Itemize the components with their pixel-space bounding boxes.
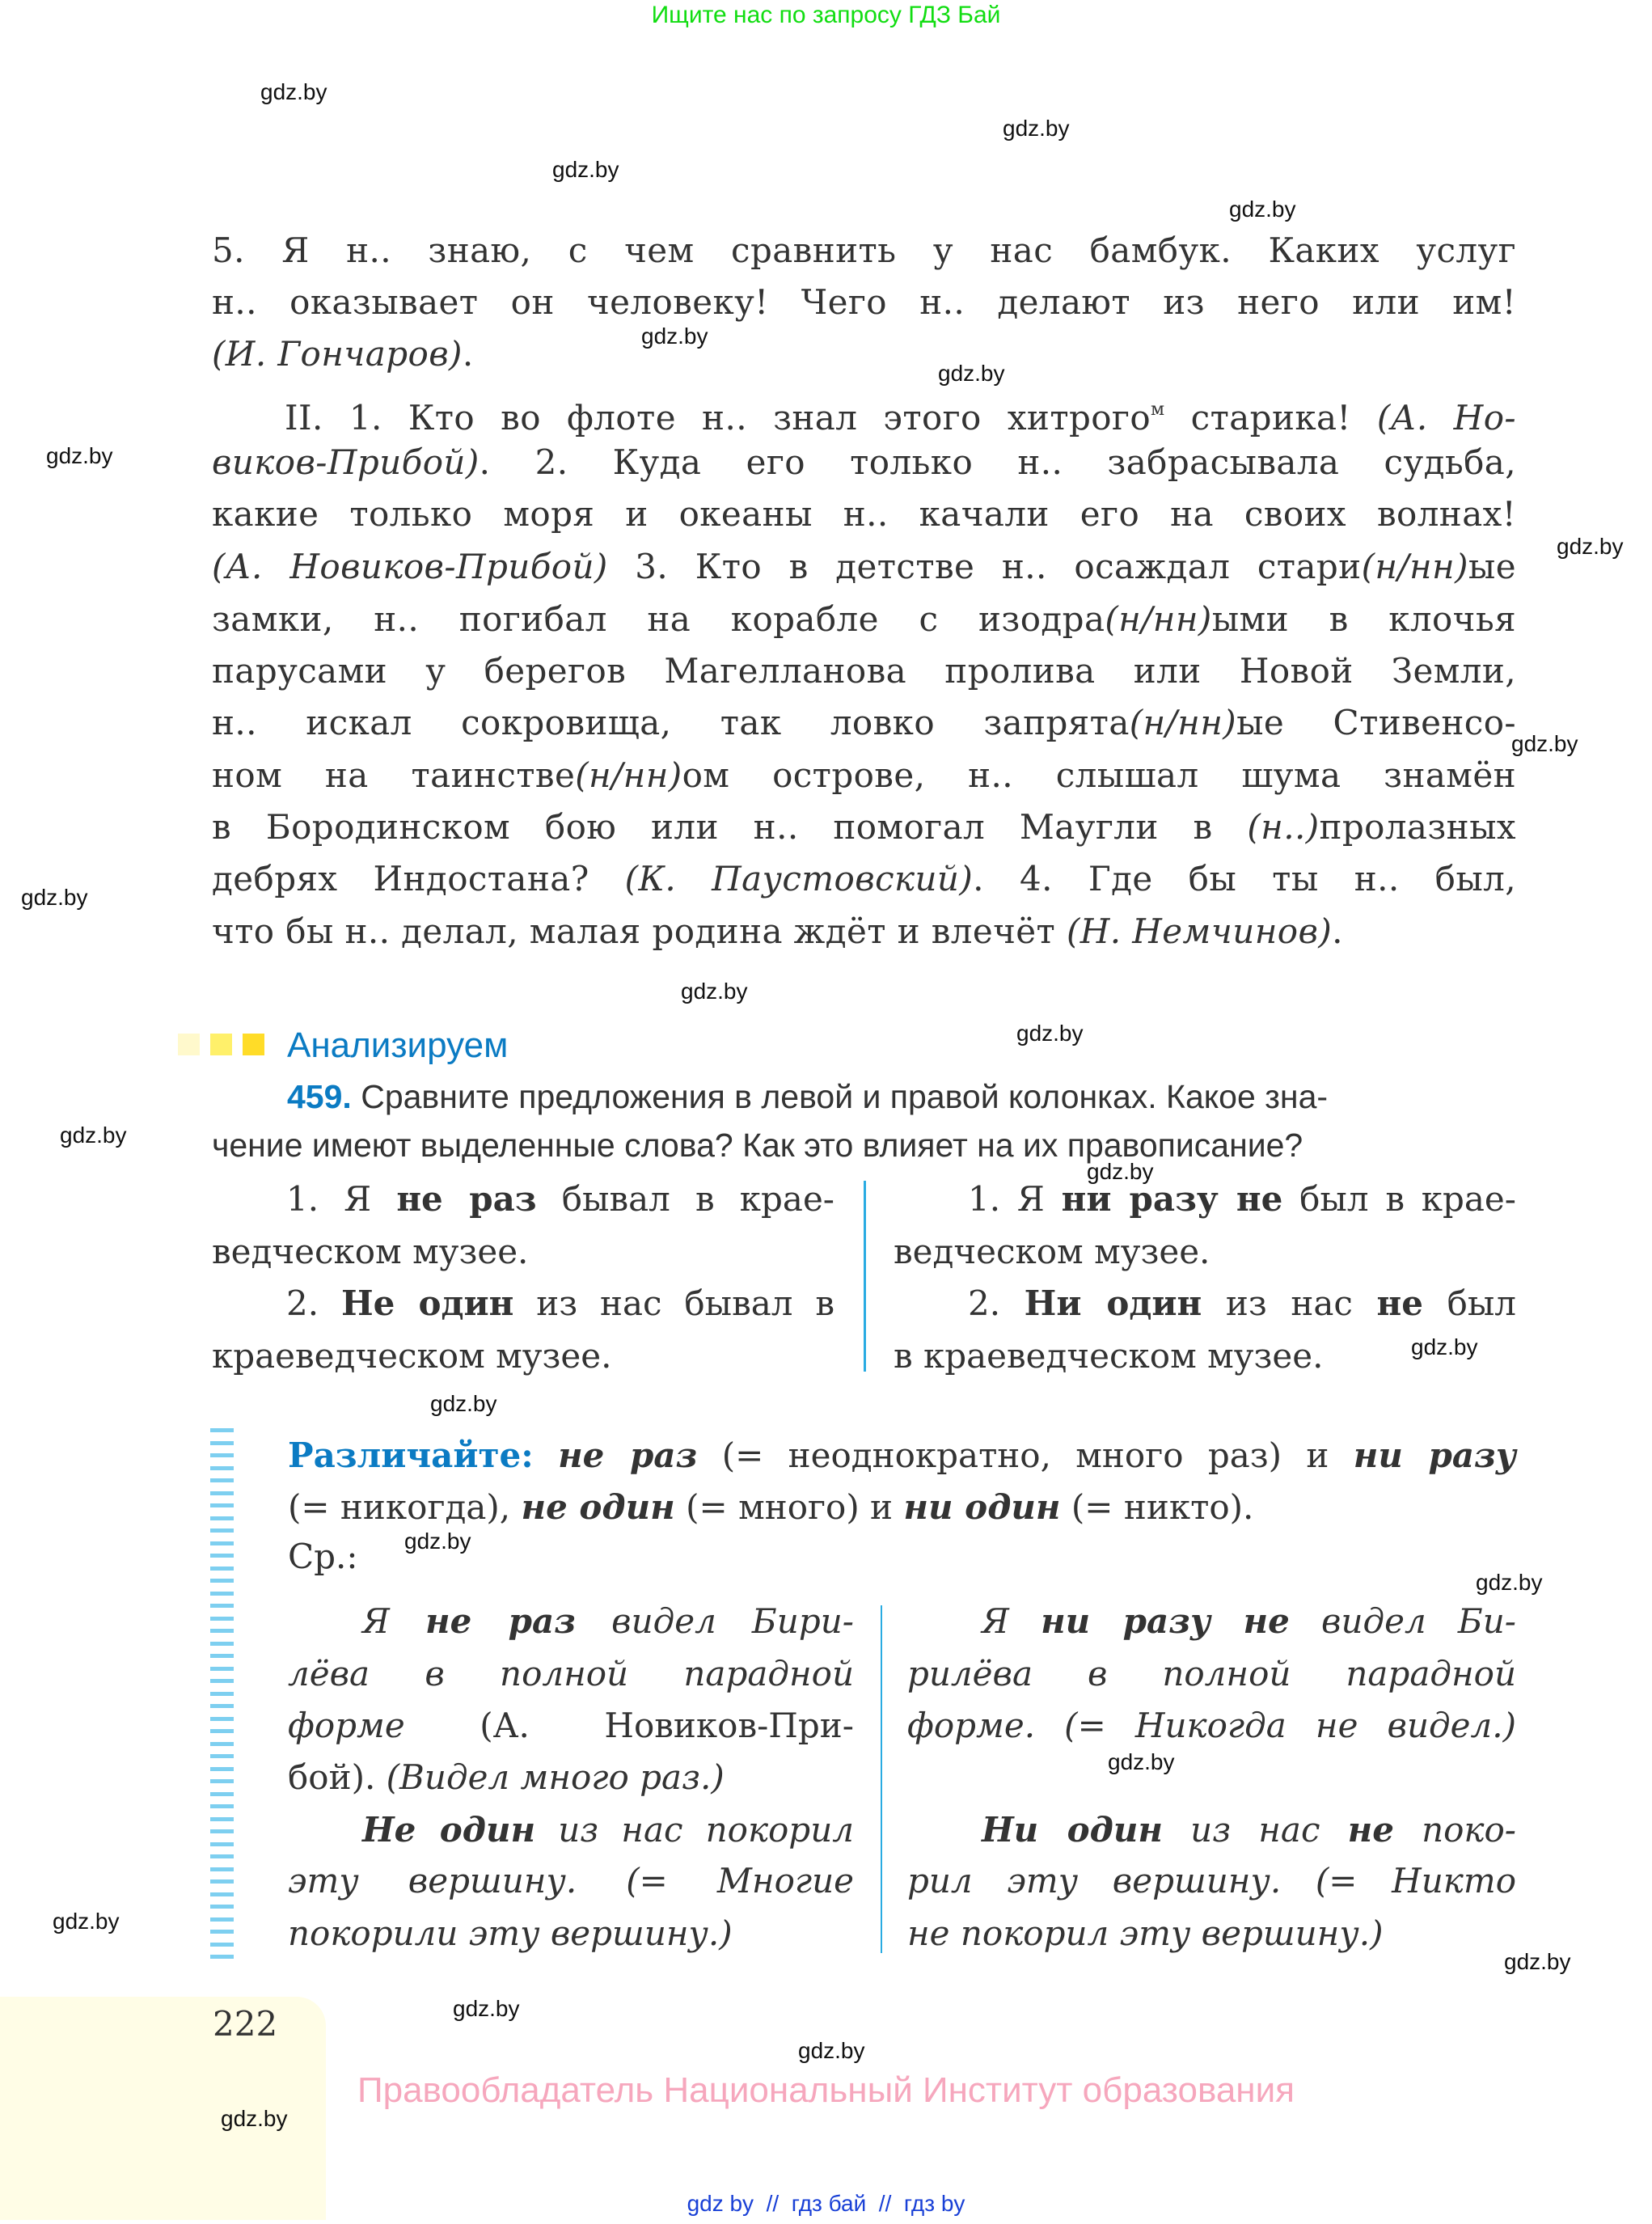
text-run: . bbox=[462, 334, 474, 374]
task-prompt-line-1 bbox=[287, 1074, 1328, 1119]
text-run: не bbox=[1347, 1810, 1394, 1850]
text-line bbox=[212, 332, 474, 377]
stripe-dash bbox=[210, 1955, 234, 1959]
text-run: какие только моря и океаны н.. качали его на своих волнах! bbox=[212, 494, 1516, 534]
watermark: gdz.by bbox=[1411, 1334, 1478, 1359]
text-line bbox=[288, 1755, 725, 1800]
stripe-dash bbox=[210, 1767, 234, 1771]
text-run: в краеведческом музее. bbox=[894, 1336, 1324, 1376]
text-line bbox=[362, 1808, 854, 1853]
stripe-dash bbox=[210, 1466, 234, 1470]
text-run: ыми в клочья bbox=[1211, 599, 1516, 639]
text-run: бой). bbox=[288, 1757, 387, 1797]
watermark: gdz.by bbox=[552, 157, 619, 182]
text-run: видел Бири- bbox=[576, 1601, 854, 1641]
stripe-dash bbox=[210, 1704, 234, 1708]
text-run: виков-Прибой) bbox=[212, 442, 480, 482]
watermark: gdz.by bbox=[1016, 1021, 1084, 1046]
copyright-notice: Правообладатель Национальный Институт образования bbox=[357, 2070, 1295, 2110]
text-run: Ни один bbox=[982, 1810, 1163, 1850]
text-line bbox=[212, 228, 1516, 273]
watermark: gdz.by bbox=[1087, 1159, 1154, 1184]
section-title: Анализируем bbox=[287, 1025, 509, 1065]
text-run: ни разу не bbox=[1061, 1179, 1283, 1219]
stripe-dash bbox=[210, 1428, 234, 1432]
text-run: рил эту вершину. (= Никто bbox=[907, 1861, 1516, 1901]
text-run: что бы н.. делал, малая родина ждёт и влечёт bbox=[212, 911, 1067, 951]
watermark: gdz.by bbox=[60, 1123, 127, 1148]
text-run: Я bbox=[982, 1601, 1041, 1641]
stripe-dash bbox=[210, 1717, 234, 1721]
text-line bbox=[288, 1703, 854, 1748]
text-run: (Н. Немчинов) bbox=[1066, 911, 1333, 951]
text-run: лёва в полной парадной bbox=[288, 1654, 854, 1693]
stripe-dash bbox=[210, 1441, 234, 1445]
text-run: (н/нн) bbox=[1105, 599, 1212, 639]
text-line bbox=[907, 1911, 1383, 1956]
section-marker-square-2 bbox=[210, 1034, 232, 1055]
text-run: (= никто). bbox=[1060, 1487, 1254, 1527]
text-line bbox=[285, 387, 1516, 441]
text-line bbox=[212, 649, 1516, 694]
text-run bbox=[534, 1435, 558, 1475]
text-run: форме bbox=[288, 1706, 405, 1745]
text-run: бывал в крае- bbox=[536, 1179, 834, 1219]
footer-links[interactable]: gdz by // гдз бай // гдз by bbox=[687, 2191, 965, 2216]
note-column-divider bbox=[881, 1605, 882, 1953]
stripe-dash bbox=[210, 1879, 234, 1884]
note-heading: Различайте: bbox=[288, 1435, 534, 1475]
text-run: (н/нн) bbox=[575, 755, 682, 795]
stripe-dash bbox=[210, 1679, 234, 1683]
stripe-dash bbox=[210, 1667, 234, 1671]
text-line bbox=[212, 856, 1516, 902]
watermark: gdz.by bbox=[1476, 1570, 1543, 1595]
page-number: 222 bbox=[213, 2004, 278, 2044]
note-line bbox=[288, 1485, 1253, 1530]
stripe-dash bbox=[210, 1654, 234, 1658]
text-run: Я bbox=[362, 1601, 425, 1641]
stripe-dash bbox=[210, 1917, 234, 1922]
text-line bbox=[212, 1334, 611, 1379]
text-line bbox=[982, 1808, 1516, 1853]
text-run: . 2. Куда его только н.. забрасывала судьба, bbox=[479, 442, 1516, 482]
watermark: gdz.by bbox=[221, 2106, 288, 2131]
text-line bbox=[288, 1911, 733, 1956]
text-run: (н/нн) bbox=[1361, 547, 1468, 586]
stripe-dash bbox=[210, 1592, 234, 1596]
stripe-dash bbox=[210, 1491, 234, 1495]
text-run: (К. Паустовский) bbox=[624, 859, 974, 898]
text-run: (А. Но- bbox=[1376, 398, 1516, 438]
search-banner: Ищите нас по запросу ГДЗ Бай bbox=[651, 2, 1001, 28]
text-run: 2. bbox=[968, 1283, 1025, 1323]
text-line bbox=[968, 1177, 1516, 1222]
note-line bbox=[288, 1534, 358, 1579]
text-run: эту вершину. (= Многие bbox=[288, 1861, 854, 1901]
watermark: gdz.by bbox=[21, 885, 88, 910]
stripe-dash bbox=[210, 1604, 234, 1608]
text-run: не покорил эту вершину.) bbox=[907, 1913, 1384, 1953]
text-run: замки, н.. погибал на корабле с изодра bbox=[212, 599, 1105, 639]
stripe-dash bbox=[210, 1617, 234, 1621]
text-run: не раз bbox=[558, 1435, 698, 1475]
task-text: Сравните предложения в левой и правой колонках. Какое зна- bbox=[351, 1078, 1329, 1115]
text-run: ведческом музее. bbox=[212, 1232, 529, 1271]
watermark: gdz.by bbox=[938, 361, 1005, 386]
text-run: в Бородинском бою или н.. помогал Маугли в bbox=[212, 807, 1248, 847]
text-run: не раз bbox=[396, 1179, 537, 1219]
text-line bbox=[212, 700, 1516, 746]
text-line bbox=[286, 1281, 834, 1326]
text-run: Ср.: bbox=[288, 1537, 358, 1576]
text-run: не раз bbox=[425, 1601, 577, 1641]
stripe-dash bbox=[210, 1541, 234, 1545]
text-line bbox=[907, 1703, 1516, 1748]
text-run: (Видел много раз.) bbox=[386, 1757, 725, 1797]
text-line bbox=[288, 1858, 854, 1904]
text-run: 5. Я н.. знаю, с чем сравнить у нас бамбук. Каких услуг bbox=[212, 230, 1516, 270]
text-run: Ни один bbox=[1024, 1283, 1202, 1323]
stripe-dash bbox=[210, 1692, 234, 1696]
text-run: ые Стивенсо- bbox=[1236, 703, 1516, 742]
task-prompt-line-2: чение имеют выделенные слова? Как это влияет на их правописание? bbox=[212, 1127, 1303, 1164]
text-run: м bbox=[1151, 400, 1165, 420]
watermark: gdz.by bbox=[1003, 116, 1070, 141]
stripe-dash bbox=[210, 1478, 234, 1482]
text-line bbox=[212, 440, 1516, 485]
text-run: из нас покорил bbox=[535, 1810, 854, 1850]
stripe-dash bbox=[210, 1792, 234, 1796]
stripe-dash bbox=[210, 1528, 234, 1533]
text-line bbox=[212, 1229, 528, 1275]
text-run: краеведческом музее. bbox=[212, 1336, 612, 1376]
watermark: gdz.by bbox=[453, 1996, 520, 2021]
text-run: поко- bbox=[1393, 1810, 1516, 1850]
text-run: из нас bbox=[1202, 1283, 1377, 1323]
text-run: пролазных bbox=[1319, 807, 1516, 847]
text-run: не bbox=[1376, 1283, 1423, 1323]
column-divider bbox=[864, 1181, 866, 1372]
watermark: gdz.by bbox=[404, 1528, 471, 1554]
text-run: ом острове, н.. слышал шума знамён bbox=[682, 755, 1517, 795]
text-run: ном на таинстве bbox=[212, 755, 576, 795]
watermark: gdz.by bbox=[1504, 1949, 1571, 1974]
watermark: gdz.by bbox=[46, 443, 113, 468]
text-run: II. 1. Кто во флоте н.. знал этого хитрого bbox=[285, 398, 1151, 438]
text-run: 1. Я bbox=[968, 1179, 1062, 1219]
stripe-dash bbox=[210, 1516, 234, 1520]
text-line bbox=[894, 1334, 1323, 1379]
text-run: был в крае- bbox=[1282, 1179, 1516, 1219]
text-run: видел Би- bbox=[1289, 1601, 1516, 1641]
text-line bbox=[894, 1229, 1210, 1275]
watermark: gdz.by bbox=[1511, 731, 1578, 756]
text-line bbox=[982, 1599, 1516, 1644]
text-line bbox=[362, 1599, 854, 1644]
stripe-dash bbox=[210, 1779, 234, 1783]
text-run: 2. bbox=[286, 1283, 341, 1323]
text-run: . 4. Где бы ты н.. был, bbox=[973, 859, 1516, 898]
text-line bbox=[968, 1281, 1516, 1326]
text-line bbox=[907, 1858, 1516, 1904]
text-run: был bbox=[1423, 1283, 1516, 1323]
text-run: покорили эту вершину.) bbox=[288, 1913, 733, 1953]
note-line bbox=[288, 1433, 1516, 1478]
text-run: (= много) и bbox=[674, 1487, 904, 1527]
stripe-dash bbox=[210, 1554, 234, 1558]
text-line bbox=[288, 1651, 854, 1697]
text-run: Не один bbox=[340, 1283, 514, 1323]
text-line bbox=[212, 805, 1516, 850]
text-run: рилёва в полной парадной bbox=[907, 1654, 1516, 1693]
stripe-dash bbox=[210, 1854, 234, 1858]
text-run: из нас бывал в bbox=[513, 1283, 834, 1323]
text-run: (И. Гончаров) bbox=[212, 334, 463, 374]
watermark: gdz.by bbox=[1229, 197, 1296, 222]
watermark: gdz.by bbox=[1557, 534, 1624, 559]
stripe-dash bbox=[210, 1567, 234, 1571]
stripe-dash bbox=[210, 1642, 234, 1646]
text-run: (А. Новиков-Прибой) bbox=[212, 547, 608, 586]
stripe-dash bbox=[210, 1503, 234, 1507]
text-run: н.. искал сокровища, так ловко запрята bbox=[212, 703, 1130, 742]
text-run: н.. оказывает он человеку! Чего н.. делают из него или им! bbox=[212, 282, 1516, 322]
text-line bbox=[212, 597, 1516, 642]
watermark: gdz.by bbox=[798, 2038, 865, 2063]
text-run: ведческом музее. bbox=[894, 1232, 1210, 1271]
text-run: ые bbox=[1468, 547, 1516, 586]
text-run: (А. Новиков-При- bbox=[404, 1706, 854, 1745]
text-line bbox=[212, 492, 1516, 537]
text-run: из нас bbox=[1163, 1810, 1348, 1850]
stripe-dash bbox=[210, 1579, 234, 1583]
text-run: (н..) bbox=[1247, 807, 1320, 847]
text-run: Не один bbox=[362, 1810, 536, 1850]
stripe-dash bbox=[210, 1629, 234, 1633]
stripe-dash bbox=[210, 1867, 234, 1871]
text-run: 1. Я bbox=[286, 1179, 397, 1219]
text-run: ни разу не bbox=[1041, 1601, 1290, 1641]
text-run: (н/нн) bbox=[1129, 703, 1237, 742]
task-number: 459. bbox=[287, 1078, 352, 1115]
stripe-dash bbox=[210, 1829, 234, 1833]
text-line bbox=[286, 1177, 834, 1222]
stripe-dash bbox=[210, 1842, 234, 1846]
stripe-dash bbox=[210, 1892, 234, 1896]
text-line bbox=[907, 1651, 1516, 1697]
text-line bbox=[212, 544, 1516, 590]
watermark: gdz.by bbox=[260, 79, 327, 104]
text-run: 3. Кто в детстве н.. осаждал стари bbox=[607, 547, 1362, 586]
section-marker-square-1 bbox=[178, 1034, 200, 1055]
stripe-dash bbox=[210, 1742, 234, 1746]
text-line bbox=[212, 753, 1516, 798]
text-run: старика! bbox=[1164, 398, 1377, 438]
stripe-dash bbox=[210, 1729, 234, 1733]
text-run: ни один bbox=[903, 1487, 1061, 1527]
watermark: gdz.by bbox=[53, 1909, 120, 1934]
text-line bbox=[212, 909, 1343, 954]
text-run: парусами у берегов Магелланова пролива или Новой Земли, bbox=[212, 651, 1516, 691]
stripe-dash bbox=[210, 1943, 234, 1947]
stripe-dash bbox=[210, 1804, 234, 1808]
text-run: (= никогда), bbox=[288, 1487, 522, 1527]
stripe-dash bbox=[210, 1453, 234, 1457]
stripe-dash bbox=[210, 1754, 234, 1758]
text-run: ни разу bbox=[1353, 1435, 1516, 1475]
watermark: gdz.by bbox=[430, 1391, 497, 1416]
section-marker-square-3 bbox=[243, 1034, 264, 1055]
text-run: форме. (= Никогда не видел.) bbox=[907, 1706, 1516, 1745]
watermark: gdz.by bbox=[681, 979, 748, 1004]
text-run: дебрях Индостана? bbox=[212, 859, 625, 898]
watermark: gdz.by bbox=[1108, 1749, 1175, 1774]
text-run: . bbox=[1332, 911, 1343, 951]
watermark: gdz.by bbox=[641, 323, 708, 349]
text-run: (= неоднократно, много раз) и bbox=[697, 1435, 1354, 1475]
text-run: не один bbox=[521, 1487, 675, 1527]
stripe-dash bbox=[210, 1905, 234, 1909]
text-line bbox=[212, 280, 1516, 325]
stripe-dash bbox=[210, 1930, 234, 1934]
stripe-dash bbox=[210, 1817, 234, 1821]
